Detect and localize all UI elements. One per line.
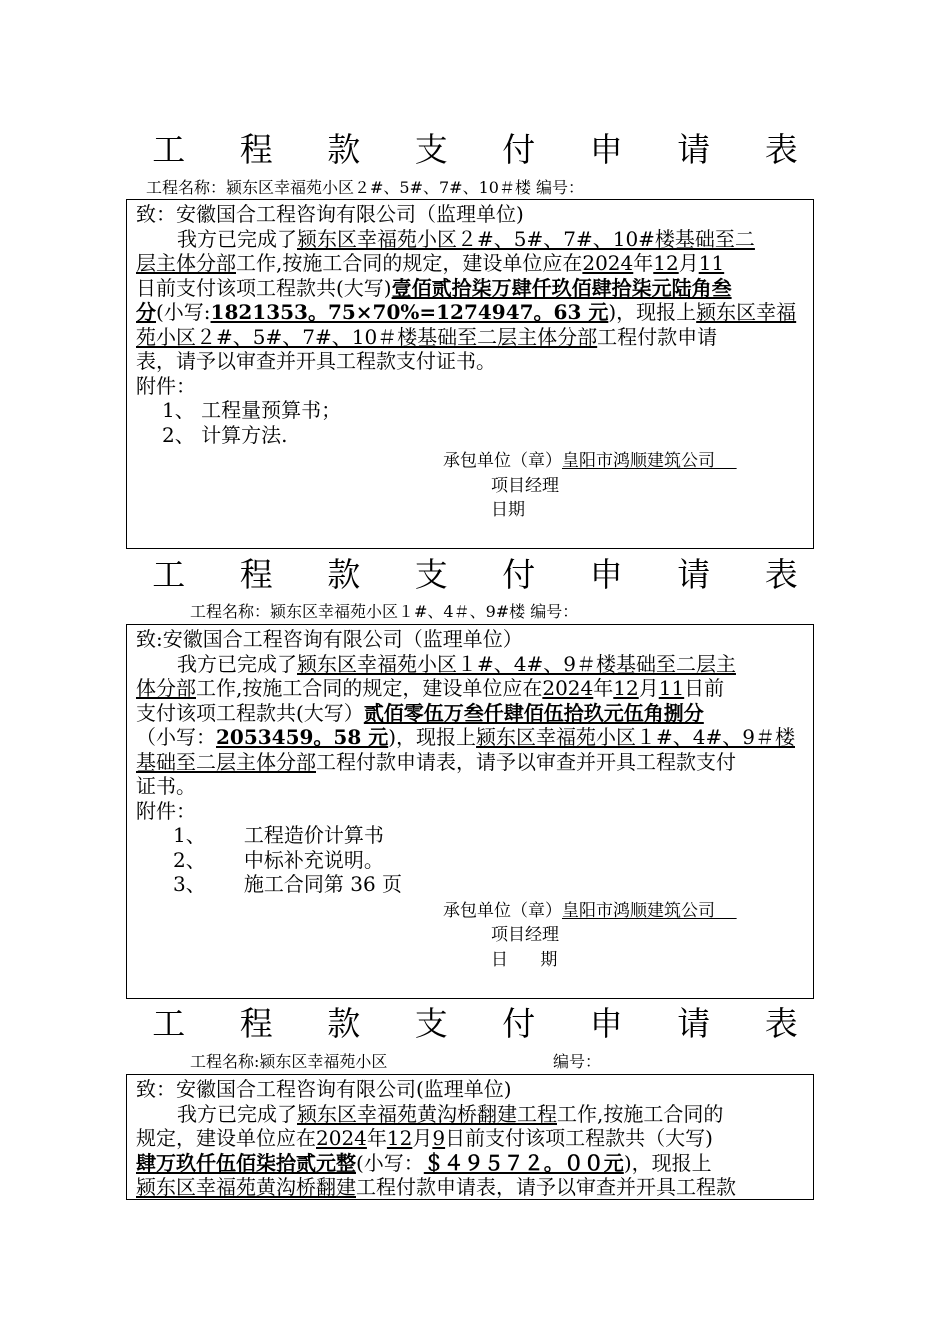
form-body-box xyxy=(126,1074,814,1200)
amount-numeric: ＄４９５７２。００元 xyxy=(423,1150,624,1175)
pay-year: 2024 xyxy=(316,1126,367,1150)
body-line-3: 肆万玖仟伍佰柒拾贰元整(小写：＄４９５７２。００元)，现报上 xyxy=(136,1150,712,1175)
contractor-line: 承包单位（章）皇阳市鸿顺建筑公司 xyxy=(443,900,715,921)
body-line-2: 规定，建设单位应在2024年12月9日前支付该项工程款共（大写) xyxy=(136,1126,713,1150)
contractor-line: 承包单位（章）皇阳市鸿顺建筑公司 xyxy=(443,451,715,471)
project-manager-label: 项目经理 xyxy=(491,925,559,945)
amount-numeric: 2053459。58 元 xyxy=(216,725,389,749)
attachment-item: 2、 计算方法. xyxy=(162,422,288,447)
pay-year: 2024 xyxy=(582,251,634,275)
addressee: 致：安徽国合工程咨询有限公司（监理单位) xyxy=(136,202,524,226)
form-title: 工 程 款 支 付 申 请 表 xyxy=(152,1004,820,1043)
project-scope: 颍东区幸福苑黄沟桥翻建工程 xyxy=(297,1101,557,1126)
attachment-item: 2、 中标补充说明。 xyxy=(173,847,384,872)
pay-year: 2024 xyxy=(542,676,594,700)
contractor-name: 皇阳市鸿顺建筑公司 xyxy=(562,900,715,921)
project-scope: 颍东区幸福苑小区２#、5#、7#、10#楼基础至二 xyxy=(297,226,755,251)
pay-day: 11 xyxy=(658,676,685,700)
project-scope: 颍东区幸福苑小区１#、4#、9＃楼基础至二层主 xyxy=(297,651,736,676)
date-label: 日 期 xyxy=(491,949,558,970)
body-line-6: 证书。 xyxy=(136,774,196,798)
project-name-line: 工程名称：颍东区幸福苑小区１#、4＃、9#楼 编号： xyxy=(190,602,579,621)
pay-month: 12 xyxy=(386,1126,413,1150)
attachment-item: 1、 工程造价计算书 xyxy=(173,823,384,847)
form-title: 工 程 款 支 付 申 请 表 xyxy=(152,555,820,594)
pay-day: 9 xyxy=(432,1126,446,1150)
amount-uppercase: 肆万玖仟伍佰柒拾贰元整 xyxy=(136,1150,356,1175)
attachment-item: 1、 工程量预算书； xyxy=(162,398,342,422)
body-line-5: 基础至二层主体分部工程付款申请表，请予以审查并开具工程款支付 xyxy=(136,749,736,774)
amount-numeric: 1821353。75×70%=1274947。63 元 xyxy=(210,300,609,324)
pay-month: 12 xyxy=(613,676,639,700)
addressee: 致：安徽国合工程咨询有限公司(监理单位) xyxy=(136,1077,512,1101)
project-name-line: 工程名称：颍东区幸福苑小区２#、5#、7#、10＃楼 编号： xyxy=(146,178,585,197)
contractor-name: 皇阳市鸿顺建筑公司 xyxy=(562,451,715,471)
attachments-label: 附件： xyxy=(136,798,196,823)
body-line-4: 分(小写:1821353。75×70%=1274947。63 元)，现报上颍东区幸福 xyxy=(136,300,797,324)
body-line-3: 日前支付该项工程款共(大写)壹佰贰拾柒万肆仟玖佰肆拾柒元陆角叁 xyxy=(136,275,732,300)
body-line-2: 体分部工作,按施工合同的规定，建设单位应在2024年12月11日前 xyxy=(136,676,725,700)
addressee: 致:安徽国合工程咨询有限公司（监理单位） xyxy=(136,627,523,651)
form-body-box xyxy=(126,199,814,549)
attachment-item: 3、 施工合同第 36 页 xyxy=(173,872,403,896)
pay-day: 11 xyxy=(698,251,725,275)
body-line-6: 表，请予以审查并开具工程款支付证书。 xyxy=(136,349,496,373)
amount-uppercase: 壹佰贰拾柒万肆仟玖佰肆拾柒元陆角叁 xyxy=(391,275,732,300)
body-line-3: 支付该项工程款共(大写）贰佰零伍万叁仟肆佰伍拾玖元伍角捌分 xyxy=(136,700,704,725)
body-line-1: 我方已完成了颍东区幸福苑黄沟桥翻建工程工作,按施工合同的 xyxy=(177,1101,724,1126)
body-line-4: （小写：2053459。58 元)，现报上颍东区幸福苑小区１#、4#、9＃楼 xyxy=(136,725,795,749)
body-line-5: 苑小区２#、5#、7#、10＃楼基础至二层主体分部工程付款申请 xyxy=(136,324,718,349)
body-line-2: 层主体分部工作,按施工合同的规定，建设单位应在2024年12月11 xyxy=(136,251,725,275)
pay-month: 12 xyxy=(653,251,679,275)
date-label: 日期 xyxy=(491,500,525,520)
form-body-box xyxy=(126,624,814,999)
amount-uppercase: 贰佰零伍万叁仟肆佰伍拾玖元伍角捌分 xyxy=(363,700,704,725)
attachments-label: 附件： xyxy=(136,373,196,398)
project-manager-label: 项目经理 xyxy=(491,475,559,496)
body-line-4: 颍东区幸福苑黄沟桥翻建工程付款申请表，请予以审查并开具工程款 xyxy=(136,1175,736,1199)
project-name-line: 工程名称:颍东区幸福苑小区 xyxy=(190,1052,388,1071)
body-line-1: 我方已完成了颍东区幸福苑小区１#、4#、9＃楼基础至二层主 xyxy=(177,651,736,676)
number-label: 编号： xyxy=(553,1052,602,1071)
body-line-1: 我方已完成了颍东区幸福苑小区２#、5#、7#、10#楼基础至二 xyxy=(177,226,755,251)
form-title: 工 程 款 支 付 申 请 表 xyxy=(152,130,820,169)
